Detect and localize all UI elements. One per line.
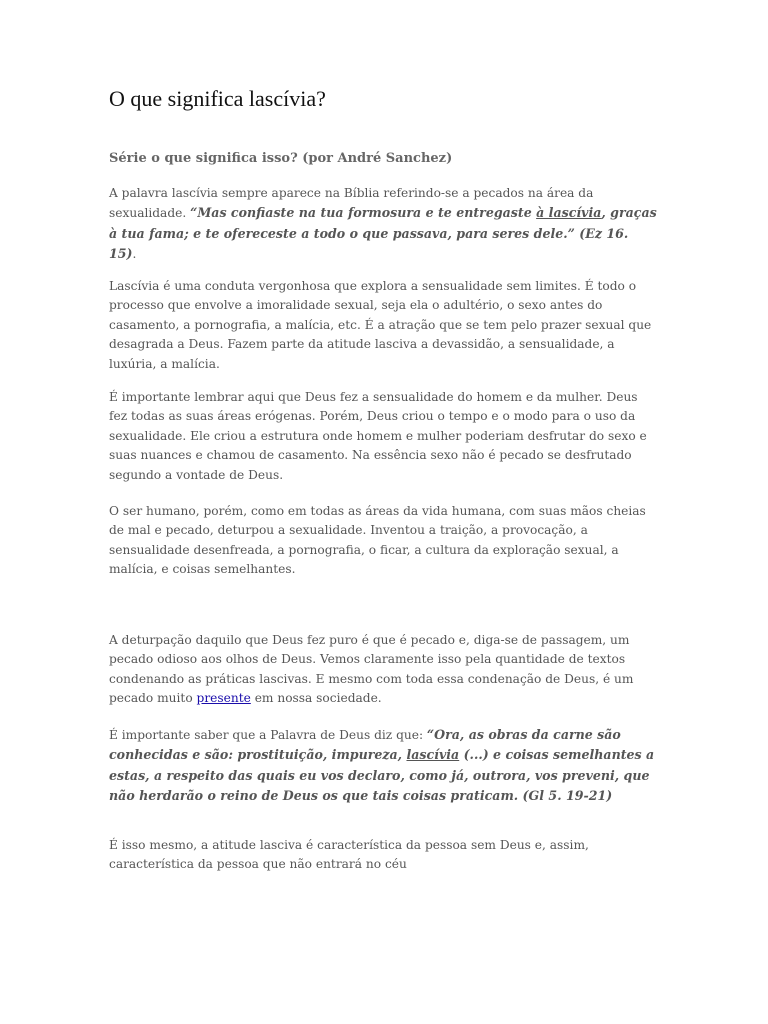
galatians-quote-part-a: “Ora, as obras da carne são conhecidas e são: prostituição, impureza, [109, 727, 621, 763]
paragraph-1-end: . [132, 247, 137, 262]
paragraph-3: É importante lembrar aqui que Deus fez a sensualidade do homem e da mulher. Deus fez todas as suas áreas erógenas. Porém, Deus criou o tempo e o modo para o uso da sexualidade. Ele criou a estrutura onde homem e mulher poderiam desfrutar do sexo e suas nuances e chamou de casamento. Na essência sexo não é pecado se desfrutado segundo a vontade de Deus. [109, 390, 647, 482]
paragraph-4: O ser humano, porém, como em todas as áreas da vida humana, com suas mãos cheias de mal e pecado, deturpou a sexualidade. Inventou a traição, a provocação, a sensualidade desenfreada, a pornografia, o ficar, a cultura da exploração sexual, a malícia, e coisas semelhantes. [109, 504, 646, 577]
galatians-quote-part-b: (...) e coisas semelhantes a estas, a respeito das quais eu vos declaro, como já, outrora, vos preveni, que não herdarão o reino de Deus os que tais coisas praticam. (Gl 5. 19-21) [109, 747, 655, 804]
series-subtitle: Série o que significa isso? (por André Sanchez) [109, 151, 453, 166]
page-title: O que significa lascívia? [109, 86, 326, 111]
paragraph-5-end: em nossa sociedade. [250, 691, 382, 706]
paragraph-1 [109, 184, 657, 265]
ezekiel-quote-part-b: , graças à tua fama; e te ofereceste a todo o que passava, para seres dele.” (Ez 16. 15) [109, 205, 657, 262]
paragraph-6 [109, 725, 657, 807]
ezekiel-quote-link[interactable]: à lascívia [536, 205, 602, 221]
paragraph-1-lead: A palavra lascívia sempre aparece na Bíblia referindo-se a pecados na área da sexualidade. [109, 186, 594, 221]
paragraph-7: É isso mesmo, a atitude lasciva é característica da pessoa sem Deus e, assim, característica da pessoa que não entrará no céu [109, 838, 589, 872]
galatians-quote-link[interactable]: lascívia [406, 747, 460, 763]
paragraph-5-lead: A deturpação daquilo que Deus fez puro é que é pecado e, diga-se de passagem, um pecado odioso aos olhos de Deus. Vemos claramente isso pela quantidade de textos condenando as práticas lascivas. E mesmo com toda essa condenação de Deus, é um pecado muito [109, 633, 634, 706]
presente-link[interactable]: presente [196, 691, 251, 706]
paragraph-5 [109, 631, 657, 709]
ezekiel-quote-part-a: “Mas confiaste na tua formosura e te entregaste [190, 205, 537, 221]
paragraph-2: Lascívia é uma conduta vergonhosa que explora a sensualidade sem limites. É todo o processo que envolve a imoralidade sexual, seja ela o adultério, o sexo antes do casamento, a pornografia, a malícia, etc. É a atração que se tem pelo prazer sexual que desagrada a Deus. Fazem parte da atitude lasciva a devassidão, a sensualidade, a luxúria, a malícia. [109, 279, 652, 371]
paragraph-6-lead: É importante saber que a Palavra de Deus diz que: [109, 728, 427, 742]
